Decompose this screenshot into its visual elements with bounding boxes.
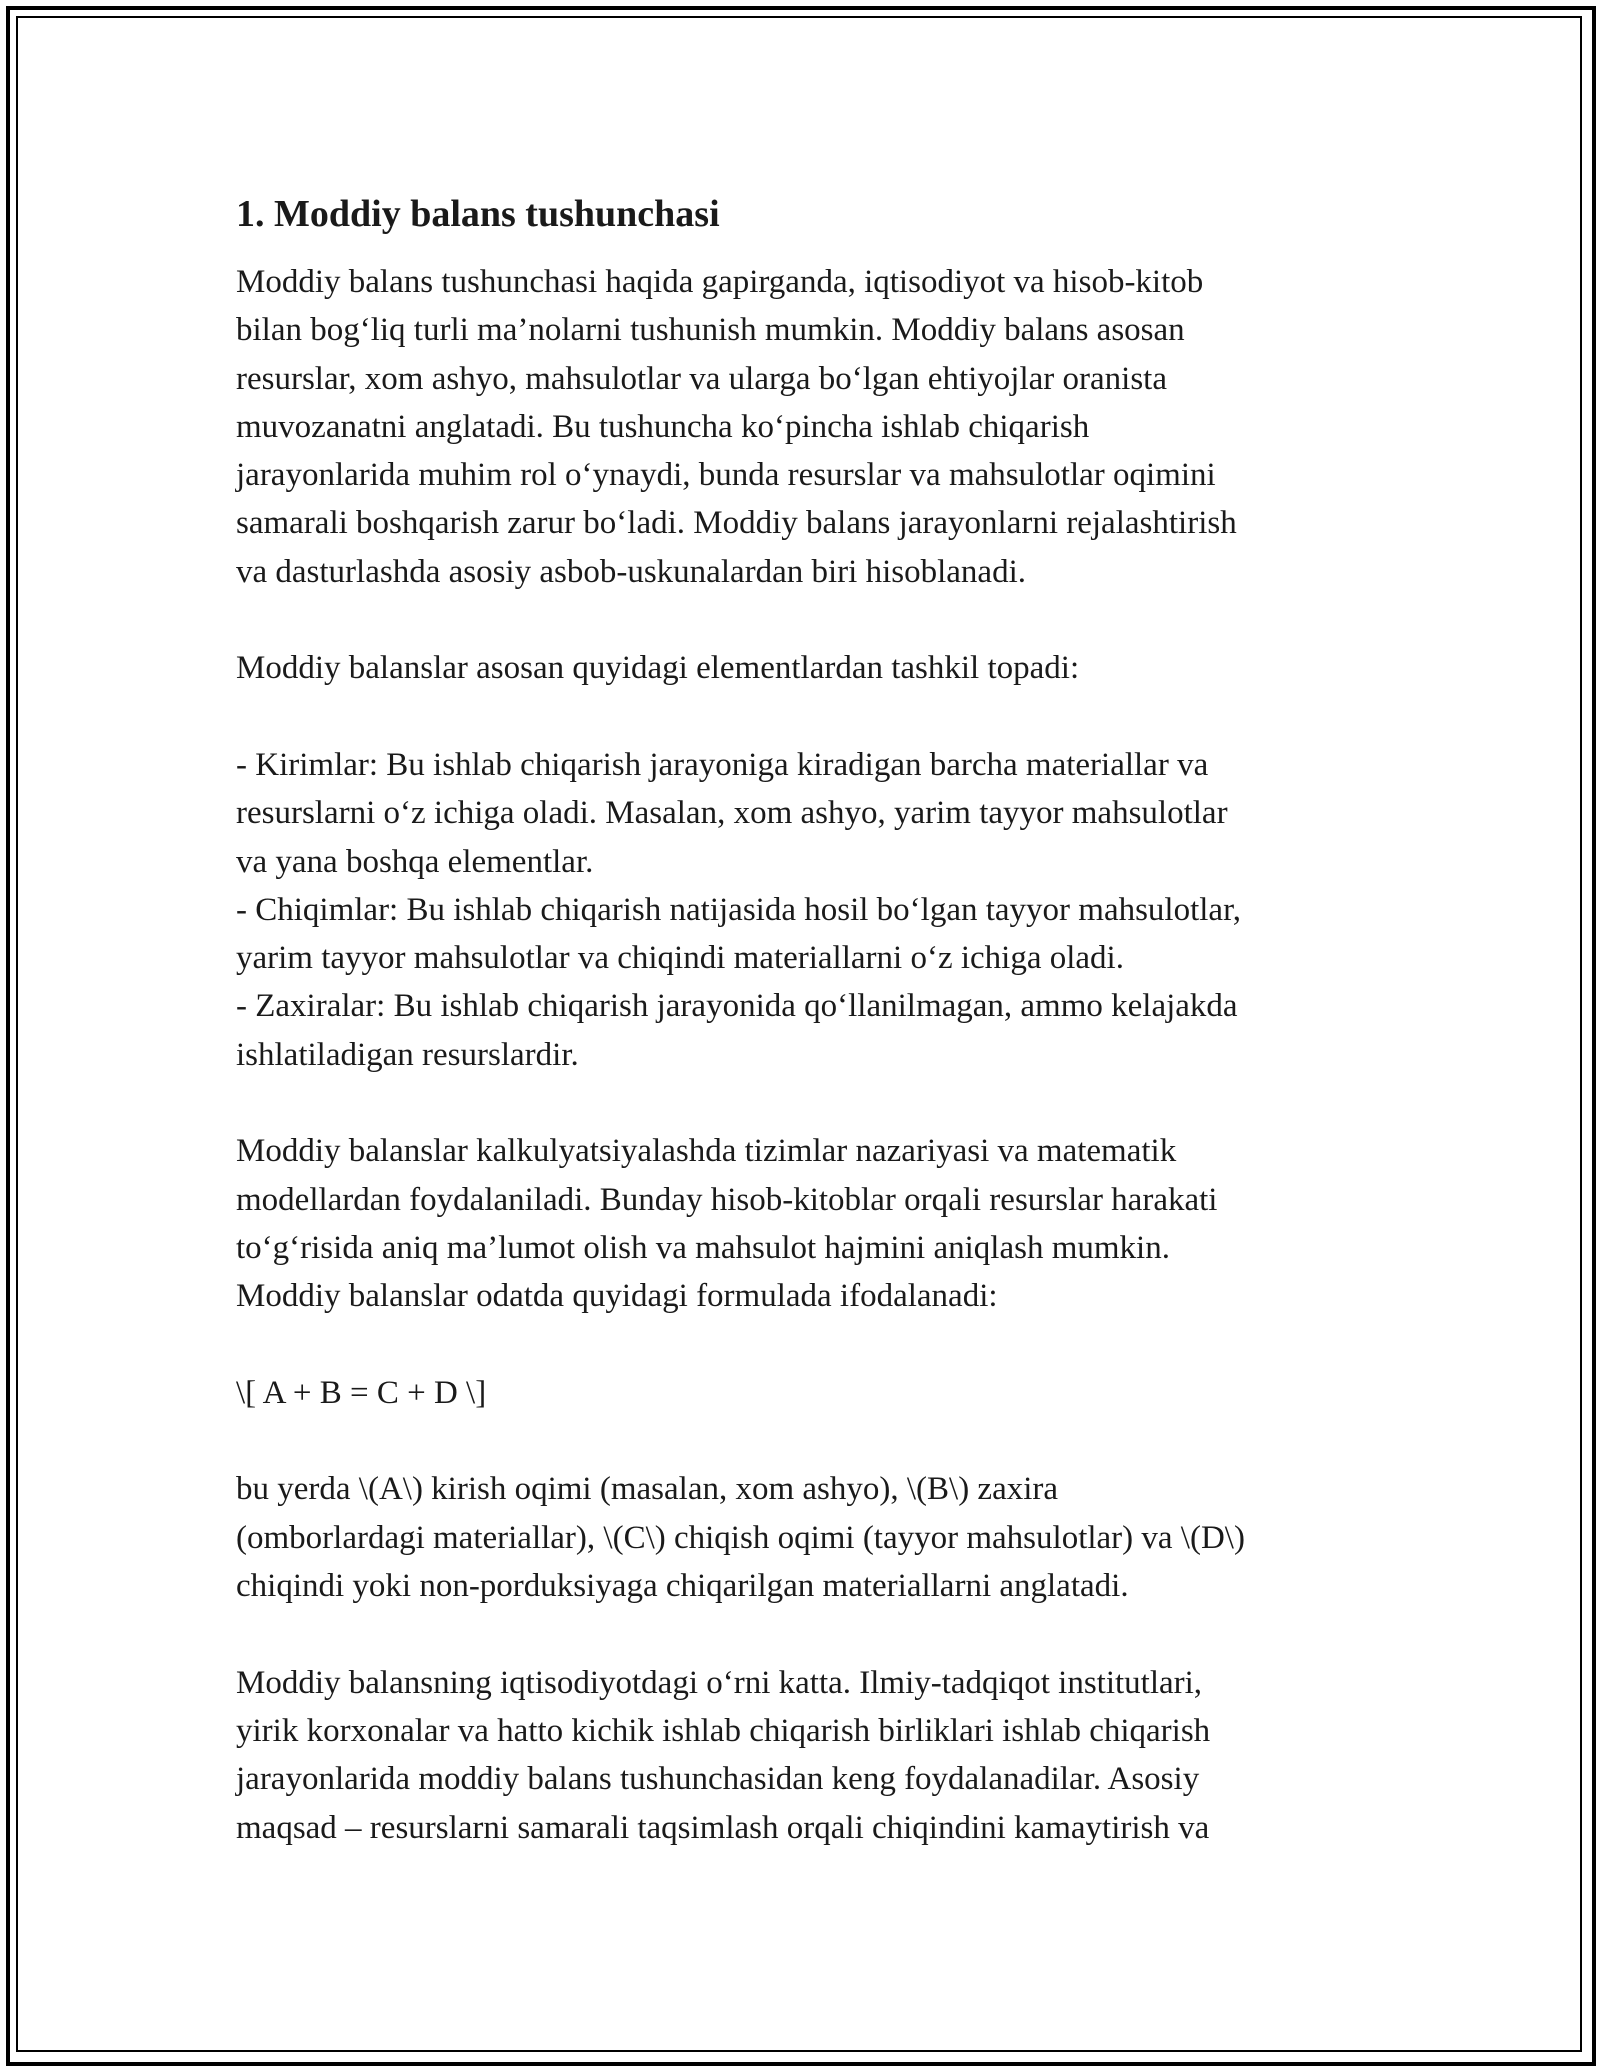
list-item-line: - Kirimlar: Bu ishlab chiqarish jarayoniga kiradigan barcha materiallar va [236, 746, 1209, 783]
paragraph-definition [236, 258, 1386, 596]
paragraph-gap [236, 693, 1386, 741]
list-item-line: yarim tayyor mahsulotlar va chiqindi materiallarni o‘z ichiga oladi. [236, 940, 1124, 977]
paragraph-elements-list [236, 741, 1386, 1079]
text-line: Moddiy balanslar asosan quyidagi elementlardan tashkil topadi: [236, 650, 1080, 687]
paragraph-gap [236, 1079, 1386, 1127]
text-line: bu yerda \(A\) kirish oqimi (masalan, xom ashyo), \(B\) zaxira [236, 1471, 1059, 1508]
text-line: Moddiy balanslar odatda quyidagi formulada ifodalanadi: [236, 1278, 998, 1315]
text-line: yirik korxonalar va hatto kichik ishlab chiqarish birliklari ishlab chiqarish [236, 1712, 1211, 1749]
document-body [236, 186, 1386, 1852]
text-line: jarayonlarida muhim rol o‘ynaydi, bunda resurslar va mahsulotlar oqimini [236, 457, 1216, 494]
text-line: samarali boshqarish zarur bo‘ladi. Moddiy balans jarayonlarni rejalashtirish [236, 505, 1237, 542]
section-heading: 1. Moddiy balans tushunchasi [236, 193, 720, 235]
text-line: modellardan foydalaniladi. Bunday hisob-kitoblar orqali resurslar harakati [236, 1181, 1218, 1218]
list-item-line: ishlatiladigan resurslardir. [236, 1036, 579, 1073]
formula-line: \[ A + B = C + D \] [236, 1374, 487, 1411]
paragraph-gap [236, 1321, 1386, 1369]
text-line: muvozanatni anglatadi. Bu tushuncha ko‘pincha ishlab chiqarish [236, 408, 1090, 445]
text-line: jarayonlarida moddiy balans tushunchasidan keng foydalanadilar. Asosiy [236, 1761, 1200, 1798]
text-line: to‘g‘risida aniq ma’lumot olish va mahsulot hajmini aniqlash mumkin. [236, 1229, 1170, 1266]
text-line: (omborlardagi materiallar), \(C\) chiqish oqimi (tayyor mahsulotlar) va \(D\) [236, 1519, 1245, 1556]
paragraph-gap [236, 1610, 1386, 1658]
list-item-line: - Zaxiralar: Bu ishlab chiqarish jarayonida qo‘llanilmagan, ammo kelajakda [236, 988, 1238, 1025]
text-line: chiqindi yoki non-porduksiyaga chiqarilgan materiallarni anglatadi. [236, 1568, 1129, 1605]
paragraph-elements-intro [236, 644, 1386, 692]
paragraph-gap [236, 596, 1386, 644]
formula [236, 1369, 1386, 1417]
list-item-line: va yana boshqa elementlar. [236, 843, 594, 880]
text-line: Moddiy balanslar kalkulyatsiyalashda tizimlar nazariyasi va matematik [236, 1133, 1177, 1170]
text-line: va dasturlashda asosiy asbob-uskunalardan biri hisoblanadi. [236, 553, 1026, 590]
text-line: resurslar, xom ashyo, mahsulotlar va ularga bo‘lgan ehtiyojlar oranista [236, 360, 1167, 397]
paragraph-gap [236, 1417, 1386, 1465]
paragraph-economic-role [236, 1659, 1386, 1852]
paragraph-formula-explanation [236, 1465, 1386, 1610]
text-line: Moddiy balansning iqtisodiyotdagi o‘rni katta. Ilmiy-tadqiqot institutlari, [236, 1664, 1203, 1701]
text-line: maqsad – resurslarni samarali taqsimlash orqali chiqindini kamaytirish va [236, 1809, 1210, 1846]
paragraph-calculation [236, 1127, 1386, 1320]
list-item-line: resurslarni o‘z ichiga oladi. Masalan, xom ashyo, yarim tayyor mahsulotlar [236, 795, 1228, 832]
text-line: Moddiy balans tushunchasi haqida gapirganda, iqtisodiyot va hisob-kitob [236, 264, 1204, 300]
text-line: bilan bog‘liq turli ma’nolarni tushunish mumkin. Moddiy balans asosan [236, 312, 1185, 349]
list-item-line: - Chiqimlar: Bu ishlab chiqarish natijasida hosil bo‘lgan tayyor mahsulotlar, [236, 891, 1242, 928]
